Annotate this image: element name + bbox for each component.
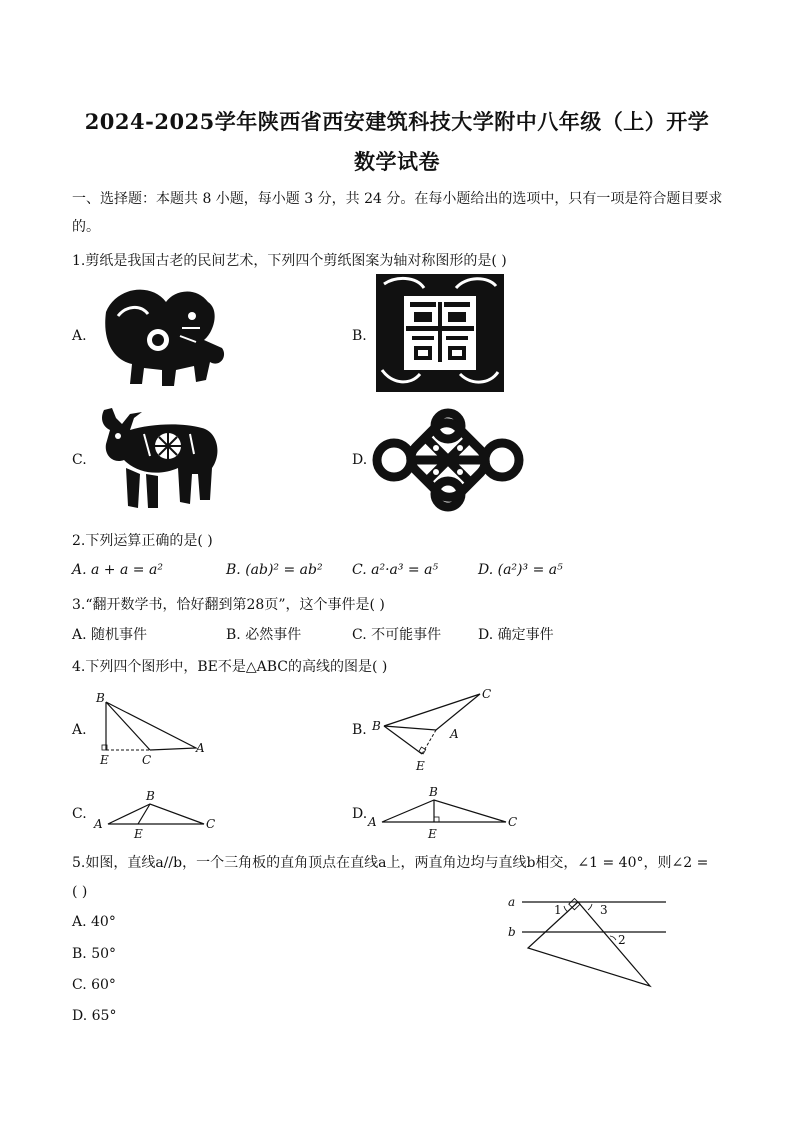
chinese-knot-papercut-image <box>372 408 524 512</box>
angle-1-label: 1 <box>554 903 562 917</box>
q2-option-c: C. a²·a³ = a⁵ <box>352 562 439 578</box>
q1-stem: 1.剪纸是我国古老的民间艺术，下列四个剪纸图案为轴对称图形的是( ) <box>72 253 507 269</box>
q1-option-a-label: A. <box>72 328 87 344</box>
label-e: E <box>100 753 109 767</box>
label-e: E <box>134 827 143 841</box>
double-happiness-papercut-image <box>376 274 504 392</box>
label-c: C <box>508 815 518 829</box>
label-b: B <box>96 691 105 705</box>
q3-option-c: C. 不可能事件 <box>352 627 442 643</box>
label-c: C <box>206 817 216 831</box>
q1-option-c-label: C. <box>72 452 87 468</box>
exam-title-line1: 2024-2025学年陕西省西安建筑科技大学附中八年级（上）开学 <box>84 109 710 134</box>
q1-option-b-label: B. <box>352 328 367 344</box>
label-e: E <box>428 827 437 841</box>
q1-option-d-label: D. <box>352 452 368 468</box>
rooster-horse-papercut-image <box>96 282 232 396</box>
q5-option-b: B. 50° <box>72 946 117 962</box>
label-c: C <box>482 687 492 701</box>
q4-option-d-label: D. <box>352 806 368 822</box>
label-e: E <box>416 759 425 773</box>
label-b: B <box>146 789 155 803</box>
label-a: A <box>94 817 103 831</box>
exam-title-line2: 数学试卷 <box>354 149 440 174</box>
label-c: C <box>142 753 152 767</box>
q4-figure-a <box>90 690 220 770</box>
label-a: A <box>196 741 205 755</box>
line-b-label: b <box>508 925 516 939</box>
q4-stem: 4.下列四个图形中，BE不是△ABC的高线的图是( ) <box>72 659 388 675</box>
q4-option-c-label: C. <box>72 806 87 822</box>
section-instructions-line1: 一、选择题：本题共 8 小题，每小题 3 分，共 24 分。在每小题给出的选项中，只有一项是符合题目要求 <box>72 191 723 207</box>
q2-stem: 2.下列运算正确的是( ) <box>72 533 213 549</box>
q5-option-c: C. 60° <box>72 977 116 993</box>
q3-option-b: B. 必然事件 <box>226 627 302 643</box>
q4-figure-b <box>370 686 500 776</box>
q4-figure-c <box>90 788 220 844</box>
q5-stem: 5.如图，直线a//b，一个三角板的直角顶点在直线a上，两直角边均与直线b相交，∠1 = 40°，则∠2 = <box>72 855 709 871</box>
q3-stem: 3.“翻开数学书，恰好翻到第28页”，这个事件是( ) <box>72 597 385 613</box>
label-b: B <box>372 719 381 733</box>
angle-3-label: 3 <box>600 903 608 917</box>
q5-option-d: D. 65° <box>72 1008 117 1024</box>
q2-option-d: D. (a²)³ = a⁵ <box>478 562 563 578</box>
q2-option-a: A. a + a = a² <box>72 562 163 578</box>
angle-2-label: 2 <box>618 933 626 947</box>
q5-blank: ( ) <box>72 884 88 900</box>
label-b: B <box>429 785 438 799</box>
q5-parallel-lines-figure <box>506 892 672 992</box>
q5-option-a: A. 40° <box>72 914 116 930</box>
ox-papercut-image <box>90 404 222 516</box>
q4-figure-d <box>368 784 528 844</box>
label-a: A <box>368 815 377 829</box>
label-a: A <box>450 727 459 741</box>
q3-option-a: A. 随机事件 <box>72 627 148 643</box>
q3-option-d: D. 确定事件 <box>478 627 554 643</box>
line-a-label: a <box>508 895 516 909</box>
q4-option-a-label: A. <box>72 722 87 738</box>
section-instructions-line2: 的。 <box>72 219 100 235</box>
q2-option-b: B. (ab)² = ab² <box>226 562 323 578</box>
q4-option-b-label: B. <box>352 722 367 738</box>
